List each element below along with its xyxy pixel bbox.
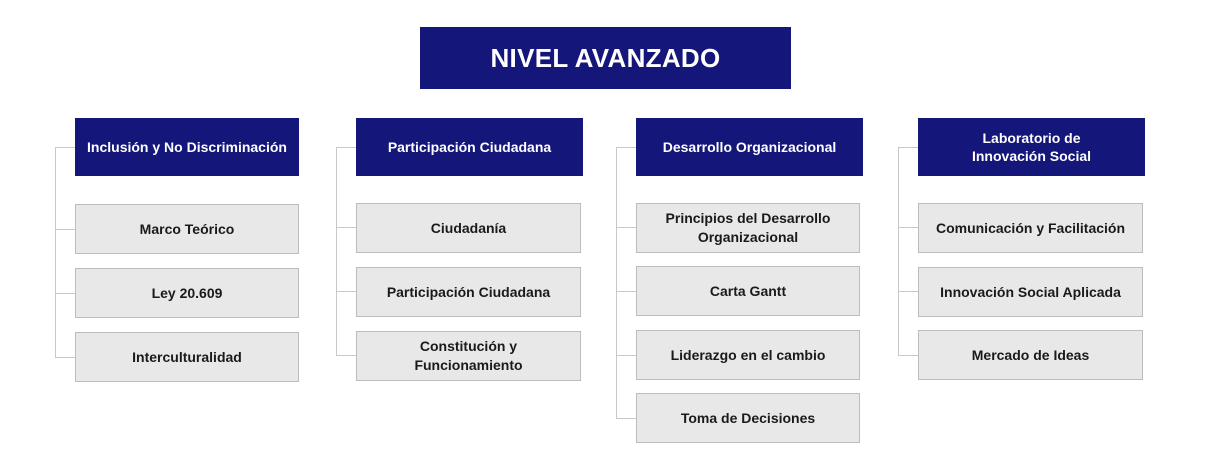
topic-box: Participación Ciudadana — [356, 267, 581, 317]
connector-line — [55, 357, 75, 358]
topic-box: Principios del Desarrollo Organizacional — [636, 203, 860, 253]
connector-line — [616, 147, 617, 418]
connector-line — [616, 227, 636, 228]
topic-box: Marco Teórico — [75, 204, 299, 254]
topic-box: Toma de Decisiones — [636, 393, 860, 443]
connector-line — [898, 227, 918, 228]
connector-line — [336, 291, 356, 292]
category-heading: Participación Ciudadana — [356, 118, 583, 176]
category-heading: Desarrollo Organizacional — [636, 118, 863, 176]
topic-box: Ley 20.609 — [75, 268, 299, 318]
diagram-title: NIVEL AVANZADO — [420, 27, 791, 89]
connector-line — [616, 291, 636, 292]
connector-line — [55, 293, 75, 294]
connector-line — [336, 227, 356, 228]
connector-line — [898, 147, 918, 148]
connector-line — [616, 418, 636, 419]
connector-line — [616, 355, 636, 356]
topic-box: Innovación Social Aplicada — [918, 267, 1143, 317]
topic-box: Constitución y Funcionamiento — [356, 331, 581, 381]
category-heading: Inclusión y No Discriminación — [75, 118, 299, 176]
topic-box: Interculturalidad — [75, 332, 299, 382]
connector-line — [336, 147, 356, 148]
connector-line — [336, 355, 356, 356]
connector-line — [898, 147, 899, 355]
topic-box: Liderazgo en el cambio — [636, 330, 860, 380]
topic-box: Carta Gantt — [636, 266, 860, 316]
category-heading: Laboratorio de Innovación Social — [918, 118, 1145, 176]
topic-box: Mercado de Ideas — [918, 330, 1143, 380]
connector-line — [55, 229, 75, 230]
topic-box: Comunicación y Facilitación — [918, 203, 1143, 253]
connector-line — [898, 355, 918, 356]
connector-line — [55, 147, 56, 358]
connector-line — [616, 147, 636, 148]
connector-line — [336, 147, 337, 356]
connector-line — [898, 291, 918, 292]
connector-line — [55, 147, 75, 148]
topic-box: Ciudadanía — [356, 203, 581, 253]
